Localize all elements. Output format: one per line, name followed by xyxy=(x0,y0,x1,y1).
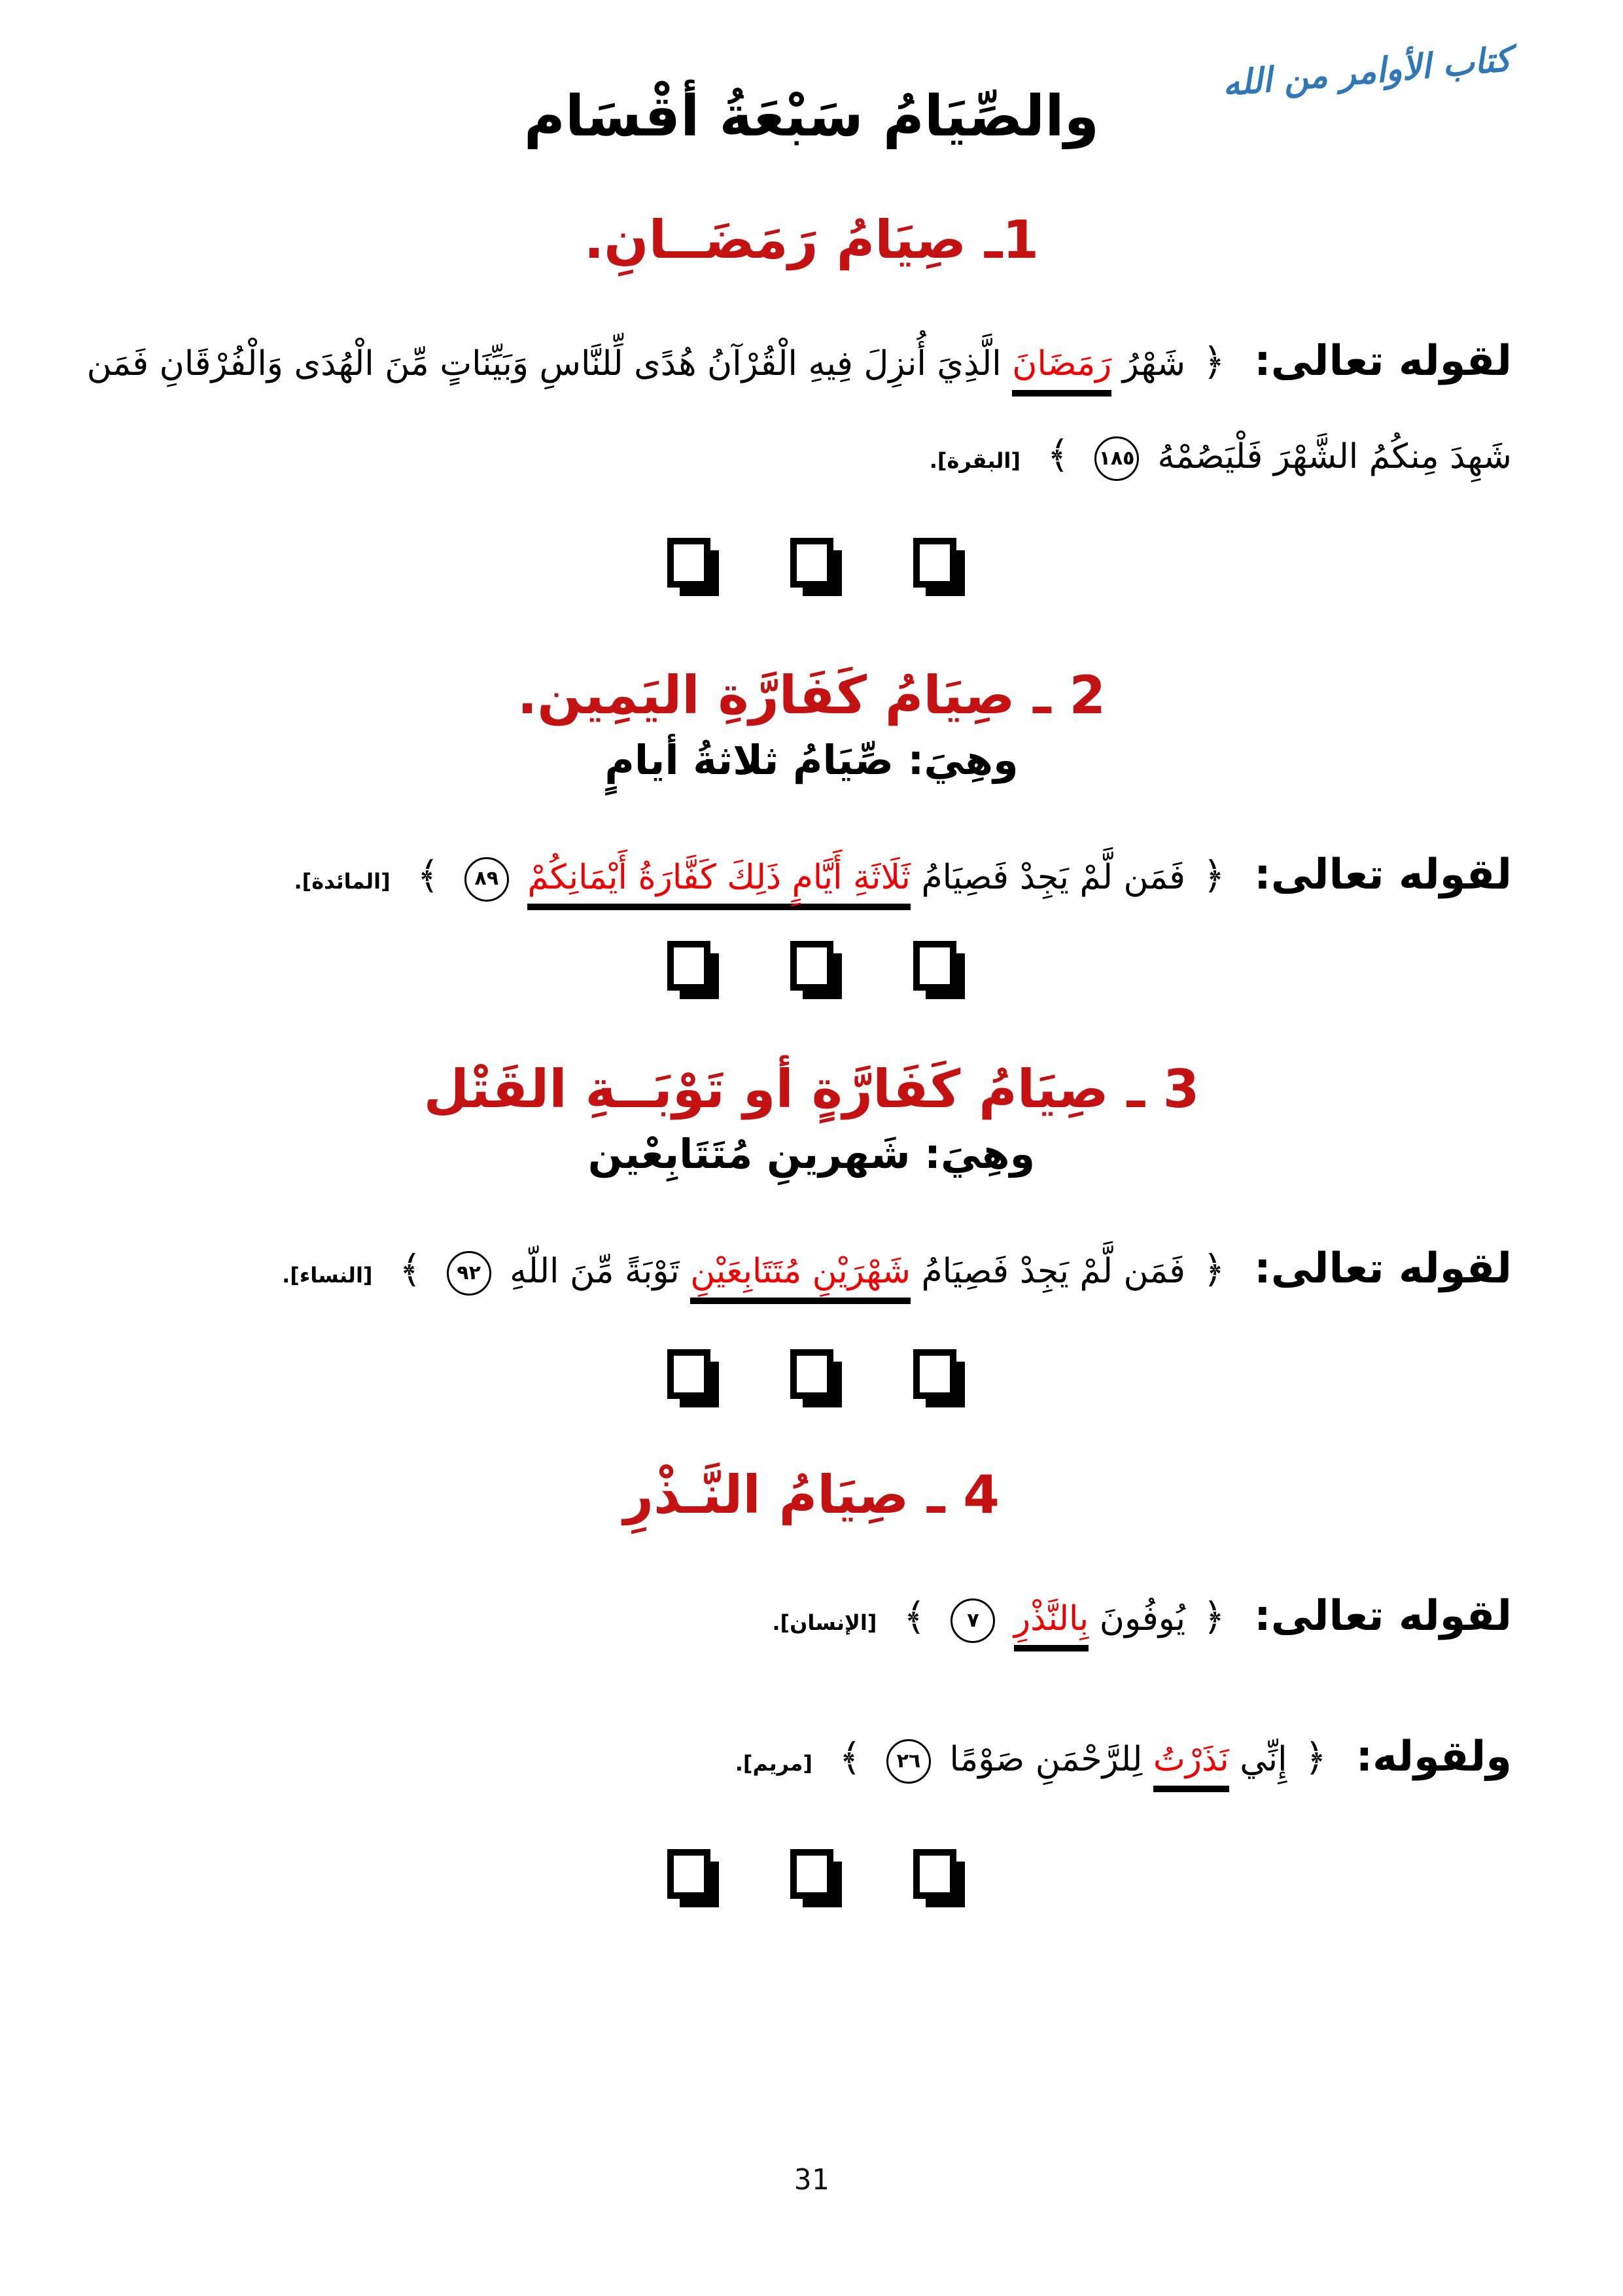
quran-text: تَوْبَةً مِّنَ اللّهِ xyxy=(498,1252,691,1292)
checkbox-icon xyxy=(667,538,710,588)
quran-text: شَهْرُ xyxy=(1111,344,1186,383)
quran-open-ornament-icon: ﴿ xyxy=(1304,1735,1327,1780)
surah-reference: [النساء]. xyxy=(282,1263,373,1288)
checkbox-icon xyxy=(790,1849,833,1899)
quran-highlight: نَذَرْتُ xyxy=(1153,1740,1229,1792)
quran-highlight: بِالنَّذْرِ xyxy=(1014,1599,1089,1651)
ayah-number-badge: ٨٩ xyxy=(464,857,509,902)
checkbox-icon xyxy=(913,1349,956,1399)
ayah-number-badge: ١٨٥ xyxy=(1094,436,1139,481)
quran-close-ornament-icon: ﴾ xyxy=(399,1247,422,1292)
checkbox-icon xyxy=(790,538,833,588)
verse-paragraph xyxy=(0,826,1623,924)
verse-label: لقوله تعالى: xyxy=(1254,1245,1512,1294)
section-ramadan xyxy=(0,209,1623,588)
checkbox-icon xyxy=(667,1849,710,1899)
quran-close-ornament-icon: ﴾ xyxy=(839,1735,862,1780)
section-kaffarat-qatl xyxy=(0,1059,1623,1399)
section-kaffarat-yamin xyxy=(0,665,1623,991)
verse-paragraph xyxy=(0,312,1623,500)
quran-text: يُوفُونَ xyxy=(1089,1599,1186,1639)
quran-text xyxy=(517,858,528,897)
quran-open-ornament-icon: ﴿ xyxy=(1202,1247,1225,1292)
quran-open-ornament-icon: ﴿ xyxy=(1202,340,1225,384)
section-subheading: وهِيَ: صِّيَامُ ثلاثةُ أيامٍ xyxy=(604,735,1019,784)
section-heading: 3 ـ صِيَامُ كَفَارَّةٍ أو تَوْبَــةِ القَتْل xyxy=(423,1059,1200,1120)
checkbox-icon xyxy=(913,1849,956,1899)
verse-paragraph xyxy=(0,1567,1623,1665)
checkbox-icon xyxy=(913,538,956,588)
quran-open-ornament-icon: ﴿ xyxy=(1202,853,1225,898)
section-heading: 1ـ صِيَامُ رَمَضَــانِ. xyxy=(584,209,1039,270)
surah-reference: [البقرة]. xyxy=(929,448,1021,474)
ayah-number-badge: ٧ xyxy=(951,1598,995,1643)
quran-close-ornament-icon: ﴾ xyxy=(903,1595,926,1640)
checkbox-row xyxy=(0,1849,1623,1899)
section-subheading: وهِيَ: شَهرينِ مُتَتَابِعْين xyxy=(587,1130,1036,1178)
checkbox-icon xyxy=(790,1349,833,1399)
quran-text: فَمَن لَّمْ يَجِدْ فَصِيَامُ xyxy=(910,857,1186,897)
checkbox-row xyxy=(0,538,1623,588)
checkbox-icon xyxy=(913,941,956,991)
section-heading: 4 ـ صِيَامُ النَّـذْرِ xyxy=(623,1464,1000,1526)
quran-close-ornament-icon: ﴾ xyxy=(1047,433,1070,478)
section-nadhr xyxy=(0,1464,1623,1899)
header-calligraphy: كتاب الأوامر من الله xyxy=(1221,39,1513,105)
quran-highlight: شَهْرَيْنِ مُتَتَابِعَيْنِ xyxy=(690,1252,911,1304)
quran-open-ornament-icon: ﴿ xyxy=(1202,1595,1225,1640)
verse-label: لقوله تعالى: xyxy=(1254,850,1512,899)
verse-label: لقوله تعالى: xyxy=(1254,337,1512,385)
quran-text: الَّذِيَ أُنزِلَ فِيهِ الْقُرْآنُ هُدًى لِّلنَّاسِ وَبَيِّنَاتٍ مِّنَ الْهُدَى وَالْفُرْقَانِ فَمَن شَهِدَ مِنكُمُ الشَّهْرَ فَلْيَصُمْهُ xyxy=(86,344,1512,477)
quran-close-ornament-icon: ﴾ xyxy=(417,853,440,898)
quran-text: إِنِّي xyxy=(1229,1739,1287,1779)
section-heading: 2 ـ صِيَامُ كَفَارَّةِ اليَمِين. xyxy=(517,664,1106,726)
page-number: 31 xyxy=(794,2163,829,2197)
surah-reference: [المائدة]. xyxy=(294,868,391,894)
quran-highlight: رَمَضَانَ xyxy=(1012,344,1111,397)
quran-text xyxy=(1003,1599,1014,1638)
verse-paragraph xyxy=(0,1220,1623,1318)
page-title: والصِّيَامُ سَبْعَةُ أقْسَام xyxy=(523,84,1100,149)
verse-paragraph xyxy=(0,1708,1623,1806)
surah-reference: [الإنسان]. xyxy=(772,1610,877,1636)
ayah-number-badge: ٢٦ xyxy=(886,1739,931,1784)
checkbox-icon xyxy=(667,1349,710,1399)
verse-label: لقوله تعالى: xyxy=(1254,1592,1512,1641)
quran-text: لِلرَّحْمَنِ صَوْمًا xyxy=(939,1739,1153,1779)
checkbox-row xyxy=(0,941,1623,991)
verse-label: ولقوله: xyxy=(1355,1732,1512,1781)
quran-highlight: ثَلَاثَةِ أَيَّامٍ ذَلِكَ كَفَّارَةُ أَيْمَانِكُمْ xyxy=(527,858,911,910)
checkbox-icon xyxy=(667,941,710,991)
checkbox-icon xyxy=(790,941,833,991)
quran-text: فَمَن لَّمْ يَجِدْ فَصِيَامُ xyxy=(910,1252,1186,1292)
ayah-number-badge: ٩٢ xyxy=(447,1251,491,1296)
checkbox-row xyxy=(0,1349,1623,1399)
surah-reference: [مريم]. xyxy=(735,1750,812,1776)
